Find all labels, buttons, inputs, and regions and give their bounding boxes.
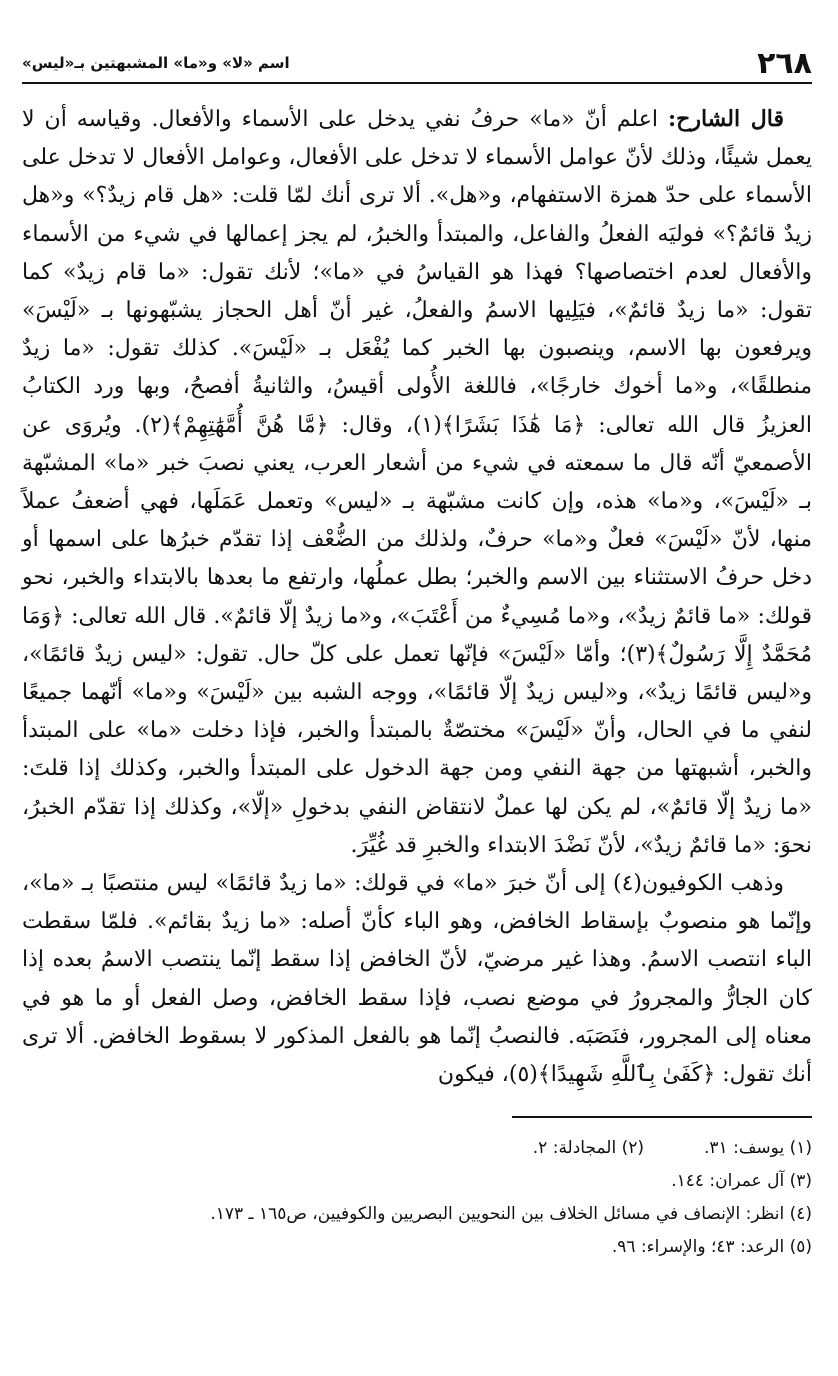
paragraph-1 bbox=[22, 100, 812, 865]
main-text bbox=[22, 100, 812, 1094]
paragraph-2: وذهب الكوفيون(٤) إلى أنّ خبرَ «ما» في قولك: «ما زيدٌ قائمًا» ليس منتصبًا بـ «ما»، وإنّما هو منصوبٌ بإسقاط الخافض، وهو الباء كأنّ أصله: «ما زيدٌ بقائم». فلمّا سقطت الباء انتصب الاسمُ. وهذا غير مرضيّ، لأنّ الخافض إذا سقط إنّما ينتصب الاسمُ بعده إذا كان الجارُّ والمجرورُ في موضع نصب، فإذا سقط الخافض، وصل الفعل أو ما هو في معناه إلى المجرور، فنَصَبَه. فالنصبُ إنّما هو بالفعل المذكور لا بسقوط الخافض. ألا ترى أنك تقول: ﴿كَفَىٰ بِٱللَّهِ شَهِيدًا﴾(٥)، فيكون bbox=[22, 871, 812, 1088]
footnote-row bbox=[22, 1132, 812, 1165]
footnote-4: (٤) انظر: الإنصاف في مسائل الخلاف بين النحويين البصريين والكوفيين، ص١٦٥ ـ ١٧٣. bbox=[210, 1204, 812, 1225]
header-rule bbox=[22, 82, 812, 84]
footnote-1: (١) يوسف: ٣١. bbox=[704, 1138, 812, 1159]
paragraph-1-text: اعلم أنّ «ما» حرفُ نفي يدخل على الأسماء والأفعال. وقياسه أن لا يعمل شيئًا، وذلك لأنّ عوامل الأسماء لا تدخل على الأفعال، وعوامل الأفعال لا تدخل على الأسماء على حدّ همزة الاستفهام، و«هل». ألا ترى أنك لمّا قلت: «هل قام زيدٌ؟» و«هل زيدٌ قائمٌ؟» فوليَه الفعلُ والفاعل، والمبتدأ والخبرُ، لم يجز إعمالها في شيء من الأسماء والأفعال لعدم اختصاصها؟ فهذا هو القياسُ في «ما»؛ لأنك تقول: «ما قام زيدٌ» كما تقول: «ما زيدٌ قائمٌ»، فيَلِيها الاسمُ والفعلُ، غير أنّ أهل الحجاز يشبّهونها بـ «لَيْسَ» ويرفعون بها الاسم، وينصبون بها الخبر كما يُفْعَل بـ «لَيْسَ». كذلك تقول: «ما زيدٌ منطلقًا»، و«ما أخوك خارجًا»، فاللغة الأُولى أقيسُ، والثانيةُ أفصحُ، وبها ورد الكتابُ العزيزُ قال الله تعالى: ﴿مَا هَٰذَا بَشَرًا﴾(١)، وقال: ﴿مَّا هُنَّ أُمَّهَٰتِهِمْ﴾(٢). ويُروَى عن الأصمعيّ أنّه قال ما سمعته في شيء من أشعار العرب، يعني نصبَ خبر «ما» المشبّهة بـ «لَيْسَ»، و«ما» هذه، وإن كانت مشبّهة بـ «ليس» وتعمل عَمَلَها، فهي أضعفُ عملاً منها، لأنّ «لَيْسَ» فعلٌ و«ما» حرفٌ، ولذلك من الضُّعْف إذا تقدّم خبرُها على اسمها أو دخل حرفُ الاستثناء بين الاسم والخبر؛ بطل عملُها، وارتفع ما بعدها بالابتداء والخبر، نحو قولك: «ما قائمٌ زيدٌ»، و«ما مُسِيءٌ من أَعْتَبَ»، و«ما زيدٌ إلّا قائمٌ». قال الله تعالى: ﴿وَمَا مُحَمَّدٌ إِلَّا رَسُولٌ﴾(٣)؛ وأمّا «لَيْسَ» فإنّها تعمل على كلّ حال. تقول: «ليس زيدٌ قائمًا»، و«ليس قائمًا زيدٌ»، و«ليس زيدٌ إلّا قائمًا»، ووجه الشبه بين «لَيْسَ» و«ما» أنّهما جميعًا لنفي ما في الحال، وأنّ «لَيْسَ» مختصّةٌ بالمبتدأ والخبر، فإذا دخلت «ما» على المبتدأ والخبر، أشبهتها من جهة النفي ومن جهة الدخول على المبتدأ والخبر، وكذلك إذا قلتَ: «ما زيدٌ إلّا قائمٌ»، لم يكن لها عملٌ لانتقاض النفي بدخولِ «إلّا»، وكذلك إذا تقدّم الخبرُ، نحوَ: «ما قائمٌ زيدٌ»، لأنّ نَضْدَ الابتداء والخبرِ قد غُيِّرَ. bbox=[22, 107, 813, 858]
page-number: ٢٦٨ bbox=[757, 45, 812, 81]
page-header bbox=[22, 40, 812, 86]
footnote-2: (٢) المجادلة: ٢. bbox=[532, 1138, 645, 1159]
footnote-3: (٣) آل عمران: ١٤٤. bbox=[671, 1171, 812, 1192]
running-title: اسم «لا» و«ما» المشبهتين بـ«ليس» bbox=[22, 54, 290, 72]
footnote-5: (٥) الرعد: ٤٣؛ والإسراء: ٩٦. bbox=[611, 1237, 812, 1258]
book-page bbox=[22, 40, 812, 1360]
commentator-lead: قال الشارح: bbox=[668, 106, 784, 132]
footnotes bbox=[22, 1132, 812, 1264]
footnote-rule bbox=[512, 1116, 812, 1118]
